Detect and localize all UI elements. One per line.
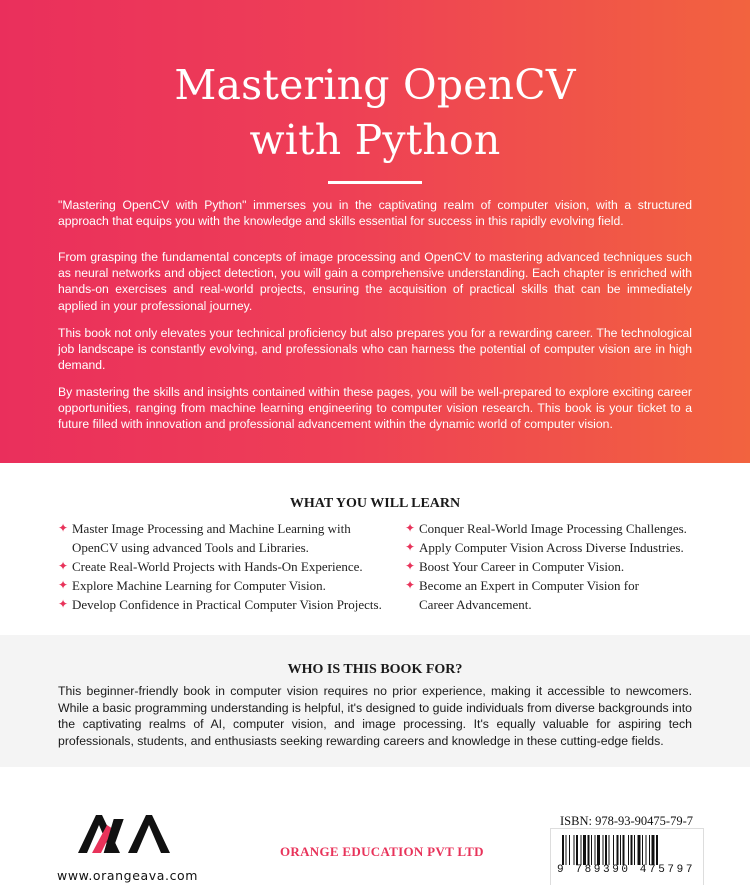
who-is-this-for-section <box>0 635 750 767</box>
intro-paragraph-4: By mastering the skills and insights contained within these pages, you will be well-prepared to explore exciting career opportunities, ranging from machine learning engineering to computer vision research. This book is your ticket to a future filled with innovation and professional advancement within the dynamic world of computer vision. <box>58 385 692 432</box>
what-you-will-learn-section <box>0 463 750 635</box>
list-item: ✦ Apply Computer Vision Across Diverse Industries. <box>405 540 684 555</box>
intro-paragraph-2: From grasping the fundamental concepts of image processing and OpenCV to mastering advanced techniques such as neural networks and object detection, you will gain a comprehensive understanding. Each chapter is enriched with hands-on exercises and real-world projects, ensuring the acquisition of practical skills that can be immediately applied in your professional journey. <box>58 250 692 313</box>
list-item: ✦ Explore Machine Learning for Computer Vision. <box>58 578 326 593</box>
intro-paragraph-1: "Mastering OpenCV with Python" immerses you in the captivating realm of computer vision, with a structured approach that equips you with the knowledge and skills essential for success in this rapidly evolving field. <box>58 198 692 229</box>
title-divider <box>328 181 422 184</box>
list-item: ✦ Become an Expert in Computer Vision for Career Advancement. <box>405 578 639 612</box>
list-item: ✦ Conquer Real-World Image Processing Challenges. <box>405 521 687 536</box>
barcode-bars-icon <box>560 835 694 867</box>
title-line-1: Mastering OpenCV <box>174 61 576 109</box>
book-title <box>0 58 750 168</box>
sparkle-bullet-icon: ✦ <box>58 521 69 535</box>
list-item: ✦ Master Image Processing and Machine Learning with OpenCV using advanced Tools and Libraries. <box>58 521 351 555</box>
list-item: ✦ Develop Confidence in Practical Computer Vision Projects. <box>58 597 382 612</box>
isbn-label: ISBN: 978-93-90475-79-7 <box>560 814 693 828</box>
intro-paragraph-3: This book not only elevates your technical proficiency but also prepares you for a rewarding career. The technological job landscape is constantly evolving, and professionals who can harness the potential of computer vision are in high demand. <box>58 326 692 373</box>
footer-section <box>0 767 750 885</box>
title-line-2: with Python <box>249 116 501 164</box>
list-item: ✦ Create Real-World Projects with Hands-On Experience. <box>58 559 363 574</box>
learn-list-left <box>58 519 398 614</box>
sparkle-bullet-icon: ✦ <box>405 559 416 573</box>
sparkle-bullet-icon: ✦ <box>405 578 416 592</box>
learn-list-right <box>405 519 705 614</box>
learn-heading: WHAT YOU WILL LEARN <box>289 496 461 511</box>
sparkle-bullet-icon: ✦ <box>58 559 69 573</box>
website-link[interactable]: www.orangeava.com <box>57 868 199 883</box>
sparkle-bullet-icon: ✦ <box>58 578 69 592</box>
barcode-digits: 9 789390 475797 <box>557 864 696 876</box>
who-heading: WHO IS THIS BOOK FOR? <box>287 662 463 677</box>
who-paragraph: This beginner-friendly book in computer vision requires no prior experience, making it accessible to newcomers. While a basic programming understanding is helpful, it's designed to guide individuals from diverse backgrounds into the captivating realms of AI, computer vision, and image processing. It's equally valuable for aspiring tech professionals, students, and enthusiasts seeking rewarding careers and knowledge in these cutting-edge fields. <box>58 684 692 748</box>
list-item: ✦ Boost Your Career in Computer Vision. <box>405 559 625 574</box>
barcode <box>550 828 704 885</box>
publisher-name: ORANGE EDUCATION PVT LTD <box>280 844 484 859</box>
sparkle-bullet-icon: ✦ <box>405 540 416 554</box>
ava-logo-icon <box>78 815 170 853</box>
sparkle-bullet-icon: ✦ <box>405 521 416 535</box>
sparkle-bullet-icon: ✦ <box>58 597 69 611</box>
